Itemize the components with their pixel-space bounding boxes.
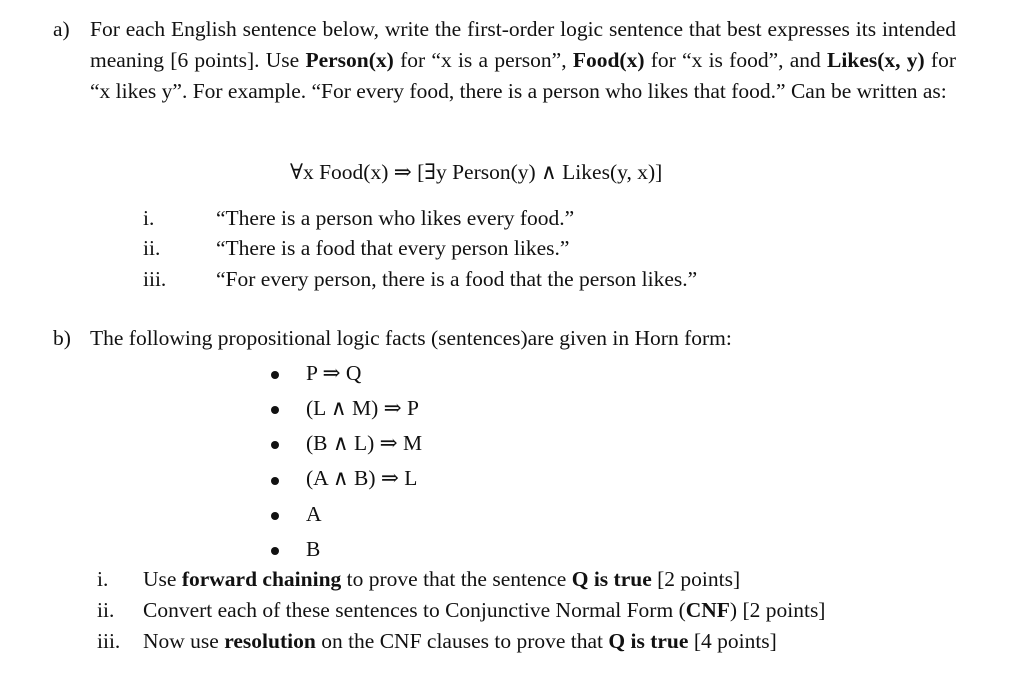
part-a-marker: a) (53, 17, 70, 41)
horn-fact: B (306, 537, 321, 561)
part-a-item-number: iii. (143, 267, 167, 291)
task-text (143, 598, 825, 623)
task-number: ii. (97, 598, 115, 622)
part-a-item-number: ii. (143, 236, 161, 260)
task-seg: [2 points] (651, 567, 741, 591)
intro-seg: Likes(x, y) (827, 48, 925, 72)
intro-seg: for “x is food”, and (644, 48, 828, 72)
horn-fact: A (306, 502, 322, 526)
intro-seg: Food(x) (572, 48, 645, 72)
horn-fact: P ⇒ Q (306, 361, 362, 385)
intro-seg: for “x likes y”. For example. “For every food, there is a person who likes that food.” Can be written as: (90, 48, 956, 103)
task-seg: on the CNF clauses to prove that (315, 629, 609, 653)
task-seg: Q is true (608, 629, 689, 653)
task-text (143, 567, 740, 592)
task-text (143, 629, 777, 654)
part-a-item-text: “There is a person who likes every food.” (216, 206, 575, 230)
bullet-icon (271, 441, 279, 449)
part-a-intro (90, 14, 956, 107)
bullet-icon (271, 512, 279, 520)
part-b-intro: The following propositional logic facts (sentences)are given in Horn form: (90, 326, 732, 350)
bullet-icon (271, 547, 279, 555)
part-a-item-number: i. (143, 206, 155, 230)
task-seg: Convert each of these sentences to Conjunctive Normal Form ( (143, 598, 686, 622)
horn-fact: (A ∧ B) ⇒ L (306, 466, 418, 490)
task-seg: Q is true (571, 567, 652, 591)
task-number: iii. (97, 629, 121, 653)
horn-fact: (L ∧ M) ⇒ P (306, 396, 419, 420)
task-seg: forward chaining (181, 567, 342, 591)
horn-fact: (B ∧ L) ⇒ M (306, 431, 423, 455)
bullet-icon (271, 406, 279, 414)
bullet-icon (271, 371, 279, 379)
example-formula: ∀x Food(x) ⇒ [∃y Person(y) ∧ Likes(y, x)] (290, 160, 663, 184)
task-seg: [4 points] (688, 629, 777, 653)
task-seg: resolution (224, 629, 316, 653)
intro-seg: For each English sentence below, write the first-order logic sentence that best expresses its intended meaning [6 points]. Use (90, 17, 956, 72)
part-a-item-text: “There is a food that every person likes.” (216, 236, 570, 260)
task-seg: to prove that the sentence (341, 567, 572, 591)
task-seg: ) [2 points] (729, 598, 826, 622)
part-a-item-text: “For every person, there is a food that the person likes.” (216, 267, 698, 291)
task-number: i. (97, 567, 109, 591)
part-b-marker: b) (53, 326, 71, 350)
intro-seg: for “x is a person”, (393, 48, 573, 72)
task-seg: CNF (685, 598, 730, 622)
task-seg: Now use (143, 629, 225, 653)
intro-seg: Person(x) (305, 48, 394, 72)
task-seg: Use (143, 567, 182, 591)
bullet-icon (271, 477, 279, 485)
